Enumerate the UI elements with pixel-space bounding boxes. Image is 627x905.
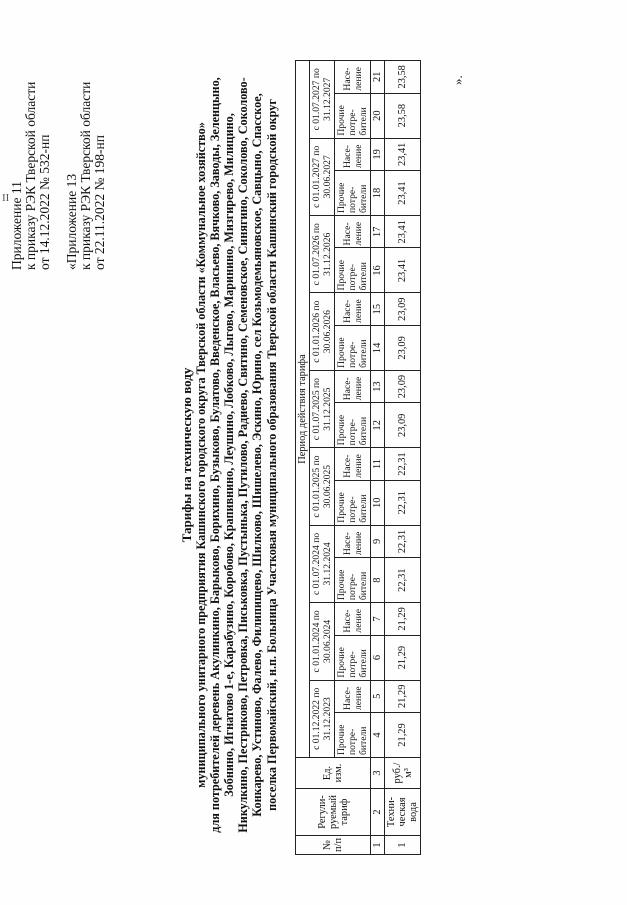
tariff-value: 23,58 [385, 61, 421, 94]
table-row [385, 61, 421, 855]
header-period-5: с 01.07.2025 по 31.12.2025 [310, 370, 335, 447]
column-number: 16 [371, 248, 385, 293]
title-line5: Конкарево, Устиново, Фалево, Филипищево, Шилково, Шишелево, Эскино, Юрино, сел Козьмодемьяновское, Савцыно, Спасское, [250, 93, 265, 817]
header-population: Насе-ление [335, 138, 371, 170]
column-number: 5 [371, 680, 385, 712]
appendix-referenced-line1: «Приложение 13 [64, 173, 79, 270]
column-number: 6 [371, 635, 385, 680]
appendix-current-line3: от 14.12.2022 № 532-нп [37, 134, 52, 270]
header-other-consumers: Прочие потре-бители [335, 712, 371, 757]
closing-mark: ». [450, 75, 465, 85]
header-row-consumers [335, 61, 371, 855]
header-other-consumers: Прочие потре-бители [335, 171, 371, 216]
tariff-value: 21,29 [385, 603, 421, 635]
appendix-current-line2: к приказу РЭК Тверской области [23, 81, 38, 270]
tariff-value: 23,41 [385, 138, 421, 170]
column-number: 21 [371, 61, 385, 94]
column-number: 17 [371, 216, 385, 248]
title-line3: Зобнино, Игнатово 1-е, Карабузино, Коробово, Крапивнино, Леушино, Лобково, Лыгово, Маринино, Мизгирево, Милицино, [222, 113, 237, 797]
tariff-value: 22,31 [385, 525, 421, 557]
row-no: 1 [385, 836, 421, 855]
header-tariff: Регули-руемый тариф [296, 789, 371, 836]
header-population: Насе-ление [335, 293, 371, 325]
tariff-value: 22,31 [385, 448, 421, 480]
tariff-value: 23,09 [385, 325, 421, 370]
tariff-value: 21,29 [385, 680, 421, 712]
appendix-current [10, 82, 52, 270]
header-population: Насе-ление [335, 680, 371, 712]
header-population: Насе-ление [335, 448, 371, 480]
column-number: 15 [371, 293, 385, 325]
appendix-referenced [65, 82, 107, 270]
header-period-6: с 01.01.2026 по 30.06.2026 [310, 293, 335, 370]
column-number: 2 [371, 789, 385, 836]
column-number: 20 [371, 93, 385, 138]
header-row-periods [310, 61, 335, 855]
column-number: 12 [371, 403, 385, 448]
header-other-consumers: Прочие потре-бители [335, 558, 371, 603]
column-number: 11 [371, 448, 385, 480]
header-period-7: с 01.07.2026 по 31.12.2026 [310, 216, 335, 293]
title-line4: Никулкино, Пестриково, Петровка, Письковка, Пустынька, Путилово, Радиево, Свитино, Семеновское, Синягино, Соколово, Соколово- [236, 77, 251, 833]
column-number: 10 [371, 480, 385, 525]
tariff-table [295, 60, 421, 855]
tariff-value: 23,58 [385, 93, 421, 138]
header-other-consumers: Прочие потре-бители [335, 93, 371, 138]
tariff-value: 21,29 [385, 635, 421, 680]
header-row-1 [296, 61, 310, 855]
column-number-row [371, 61, 385, 855]
header-population: Насе-ление [335, 216, 371, 248]
row-tariff: Техни-ческая вода [385, 789, 421, 836]
header-no: № п/п [296, 836, 371, 855]
column-number: 14 [371, 325, 385, 370]
column-number: 13 [371, 370, 385, 402]
header-period-1: с 01.12.2022 по 31.12.2023 [310, 680, 335, 757]
header-other-consumers: Прочие потре-бители [335, 403, 371, 448]
header-other-consumers: Прочие потре-бители [335, 635, 371, 680]
header-period-4: с 01.01.2025 по 30.06.2025 [310, 448, 335, 525]
header-period-group: Период действия тарифа [296, 61, 310, 758]
column-number: 4 [371, 712, 385, 757]
column-number: 1 [371, 836, 385, 855]
header-unit: Ед. изм. [296, 758, 371, 789]
header-other-consumers: Прочие потре-бители [335, 248, 371, 293]
row-unit: руб./м³ [385, 758, 421, 789]
header-period-9: с 01.07.2027 по 31.12.2027 [310, 61, 335, 139]
column-number: 18 [371, 171, 385, 216]
tariff-value: 23,09 [385, 370, 421, 402]
header-period-8: с 01.01.2027 по 30.06.2027 [310, 138, 335, 215]
appendix-current-line1: Приложение 11 [9, 181, 24, 270]
column-number: 19 [371, 138, 385, 170]
header-period-2: с 01.01.2024 по 30.06.2024 [310, 603, 335, 680]
header-population: Насе-ление [335, 603, 371, 635]
margin-mark: II [2, 192, 10, 204]
header-population: Насе-ление [335, 61, 371, 94]
tariff-value: 22,31 [385, 558, 421, 603]
column-number: 8 [371, 558, 385, 603]
tariff-value: 23,41 [385, 171, 421, 216]
column-number: 7 [371, 603, 385, 635]
header-other-consumers: Прочие потре-бители [335, 480, 371, 525]
tariff-value: 23,41 [385, 216, 421, 248]
header-other-consumers: Прочие потре-бители [335, 325, 371, 370]
title-line2: для потребителей деревень Акулинкино, Барыково, Борихино, Бузыково, Булатово, Введенское, Власьево, Вячково, Заводы, Зеленцыно, [208, 77, 223, 833]
tariff-value: 23,09 [385, 403, 421, 448]
column-number: 9 [371, 525, 385, 557]
title-line6: поселка Первомайский, н.п. Больница Участковая муниципального образования Тверской области Кашинский городской округ [264, 99, 279, 811]
header-population: Насе-ление [335, 525, 371, 557]
header-period-3: с 01.07.2024 по 31.12.2024 [310, 525, 335, 602]
title-line1: муниципального унитарного предприятия Кашинского городского округа Тверской области «Коммунальное хозяйство» [194, 122, 209, 788]
tariff-value: 23,09 [385, 293, 421, 325]
document-title [180, 65, 279, 845]
title-main: Тарифы на техническую воду [179, 367, 194, 543]
appendix-referenced-line3: от 22.11.2022 № 198-нп [92, 135, 107, 270]
tariff-value: 22,31 [385, 480, 421, 525]
appendix-referenced-line2: к приказу РЭК Тверской области [78, 81, 93, 270]
tariff-value: 23,41 [385, 248, 421, 293]
column-number: 3 [371, 758, 385, 789]
header-population: Насе-ление [335, 370, 371, 402]
tariff-value: 21,29 [385, 712, 421, 757]
